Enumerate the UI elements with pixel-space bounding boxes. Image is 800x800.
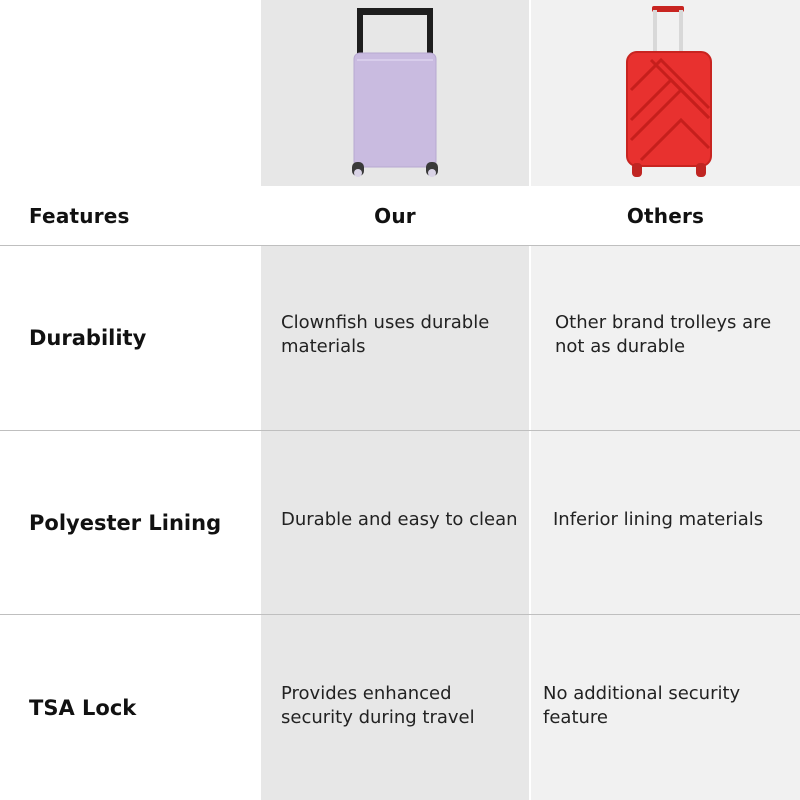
red-suitcase-icon — [531, 0, 800, 186]
our-header: Our — [374, 203, 416, 228]
table-row — [0, 431, 800, 614]
table-row — [0, 615, 800, 800]
feature-name: Durability — [0, 246, 261, 430]
our-value: Clownfish uses durable materials — [261, 246, 529, 430]
others-value: No additional security feature — [531, 615, 800, 800]
features-header: Features — [29, 203, 130, 228]
our-value: Durable and easy to clean — [261, 431, 529, 614]
others-value: Inferior lining materials — [531, 431, 800, 614]
table-row — [0, 246, 800, 430]
our-product-image — [261, 0, 529, 186]
lavender-suitcase-icon — [261, 0, 529, 186]
others-header: Others — [626, 203, 705, 228]
our-value: Provides enhanced security during travel — [261, 615, 529, 800]
table-header — [0, 186, 800, 245]
feature-name: TSA Lock — [0, 615, 261, 800]
feature-name: Polyester Lining — [0, 431, 261, 614]
other-product-image — [531, 0, 800, 186]
others-value: Other brand trolleys are not as durable — [531, 246, 800, 430]
